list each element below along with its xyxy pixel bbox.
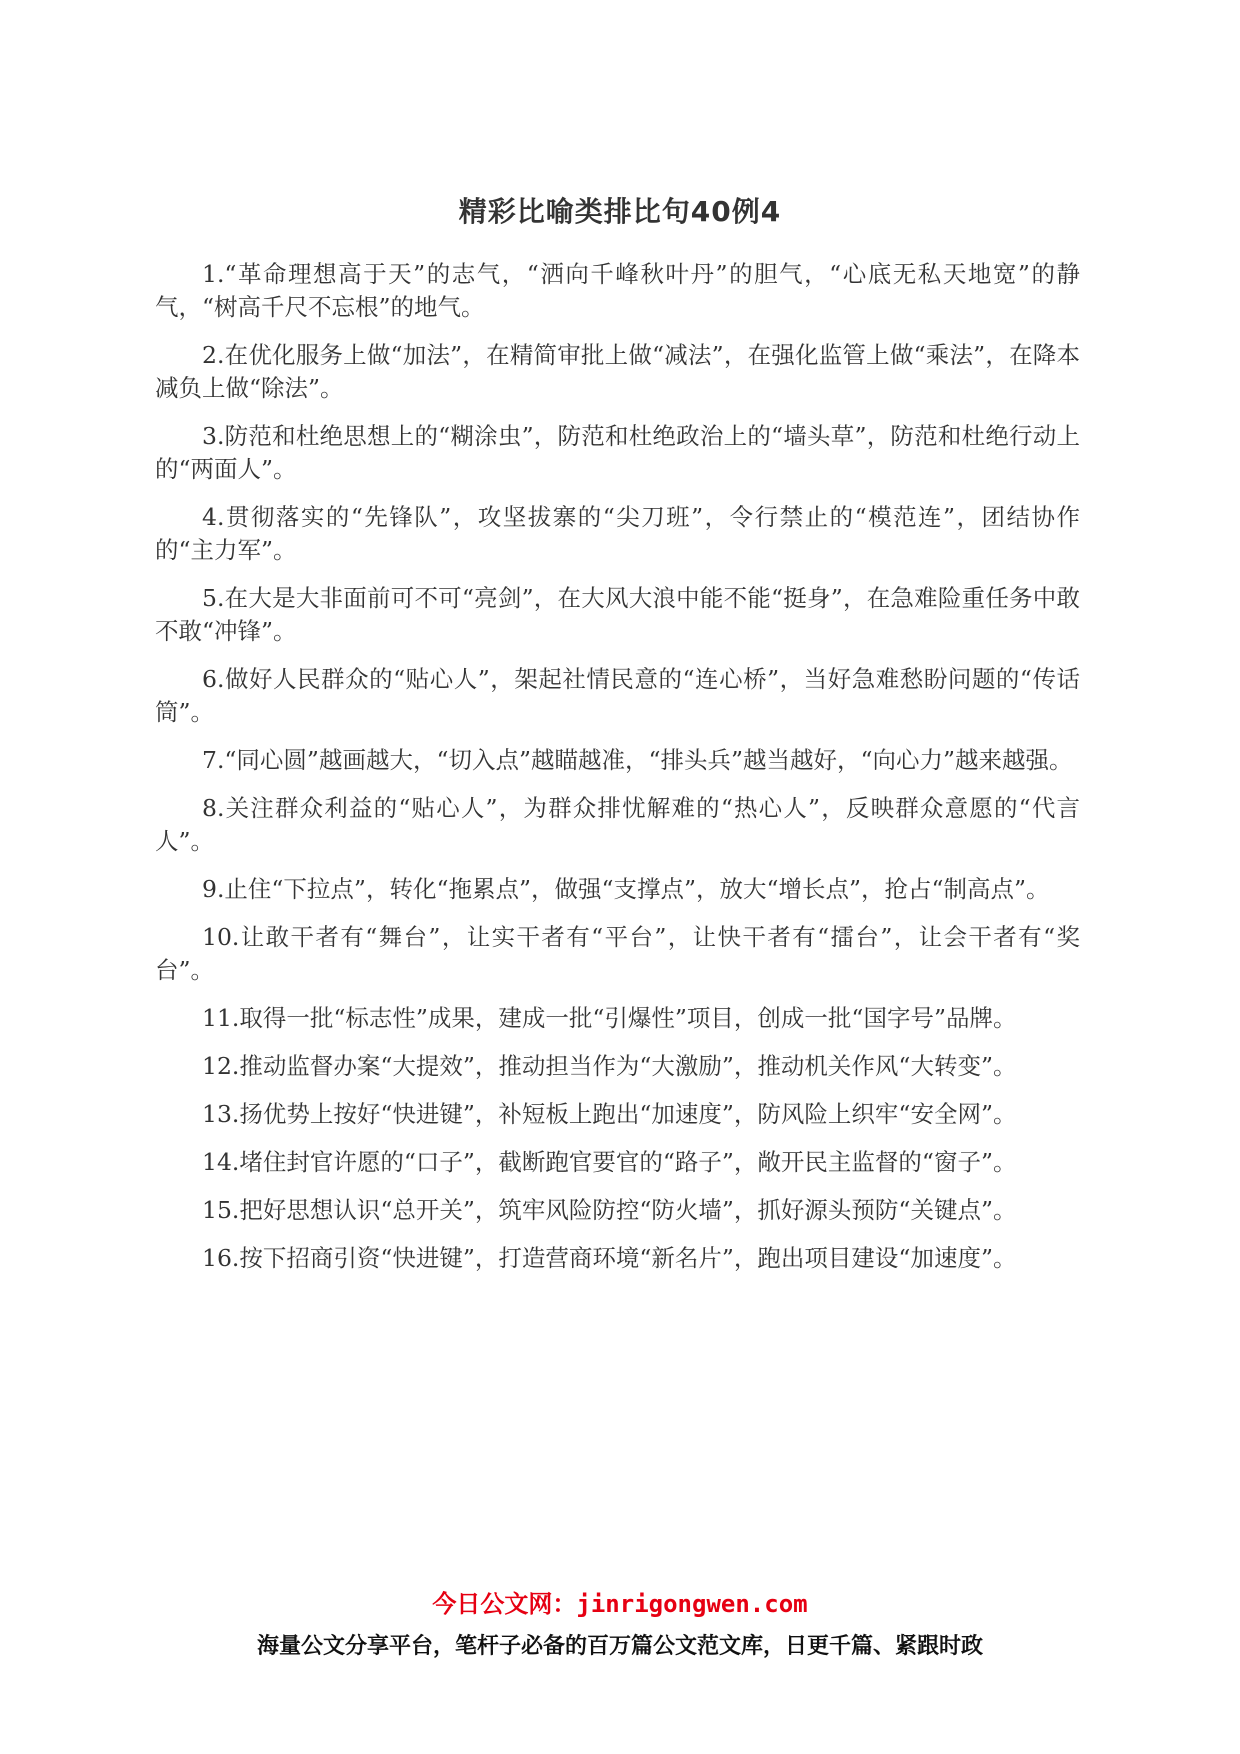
list-item: 11.取得一批“标志性”成果，建成一批“引爆性”项目，创成一批“国字号”品牌。	[202, 1004, 1017, 1032]
footer-tagline: 海量公文分享平台，笔杆子必备的百万篇公文范文库，日更千篇、紧跟时政	[256, 1634, 983, 1659]
list-item: 8.关注群众利益的“贴心人”，为群众排忧解难的“热心人”，反映群众意愿的“代言人”。	[155, 794, 1080, 855]
footer-brand	[0, 1588, 1240, 1620]
list-item: 16.按下招商引资“快进键”，打造营商环境“新名片”，跑出项目建设“加速度”。	[202, 1244, 1017, 1272]
list-item: 5.在大是大非面前可不可“亮剑”，在大风大浪中能不能“挺身”，在急难险重任务中敢不敢“冲锋”。	[155, 584, 1080, 645]
list-item: 13.扬优势上按好“快进键”，补短板上跑出“加速度”，防风险上织牢“安全网”。	[202, 1100, 1017, 1128]
list-item: 15.把好思想认识“总开关”，筑牢风险防控“防火墙”，抓好源头预防“关键点”。	[202, 1196, 1017, 1224]
footer-site-link[interactable]: jinrigongwen.com	[576, 1590, 808, 1618]
list-item: 3.防范和杜绝思想上的“糊涂虫”，防范和杜绝政治上的“墙头草”，防范和杜绝行动上的“两面人”。	[155, 422, 1080, 483]
list-item: 14.堵住封官许愿的“口子”，截断跑官要官的“路子”，敞开民主监督的“窗子”。	[202, 1148, 1017, 1176]
footer-brand-label: 今日公文网：	[432, 1590, 577, 1618]
list-item: 10.让敢干者有“舞台”，让实干者有“平台”，让快干者有“擂台”，让会干者有“奖台”。	[155, 923, 1080, 984]
list-item: 4.贯彻落实的“先锋队”，攻坚拔寨的“尖刀班”，令行禁止的“模范连”，团结协作的“主力军”。	[155, 503, 1080, 564]
list-item: 12.推动监督办案“大提效”，推动担当作为“大激励”，推动机关作风“大转变”。	[202, 1052, 1017, 1080]
list-item: 7.“同心圆”越画越大，“切入点”越瞄越准，“排头兵”越当越好，“向心力”越来越强。	[202, 746, 1073, 774]
list-item: 2.在优化服务上做“加法”，在精简审批上做“减法”，在强化监管上做“乘法”，在降本减负上做“除法”。	[155, 341, 1080, 402]
document-title: 精彩比喻类排比句40例4	[458, 195, 782, 228]
item-list	[155, 258, 1080, 1290]
list-item: 1.“革命理想高于天”的志气，“洒向千峰秋叶丹”的胆气，“心底无私天地宽”的静气，“树高千尺不忘根”的地气。	[155, 260, 1080, 321]
list-item: 6.做好人民群众的“贴心人”，架起社情民意的“连心桥”，当好急难愁盼问题的“传话筒”。	[155, 665, 1080, 726]
list-item: 9.止住“下拉点”，转化“拖累点”，做强“支撑点”，放大“增长点”，抢占“制高点”。	[202, 875, 1050, 903]
site-footer	[0, 1588, 1240, 1662]
